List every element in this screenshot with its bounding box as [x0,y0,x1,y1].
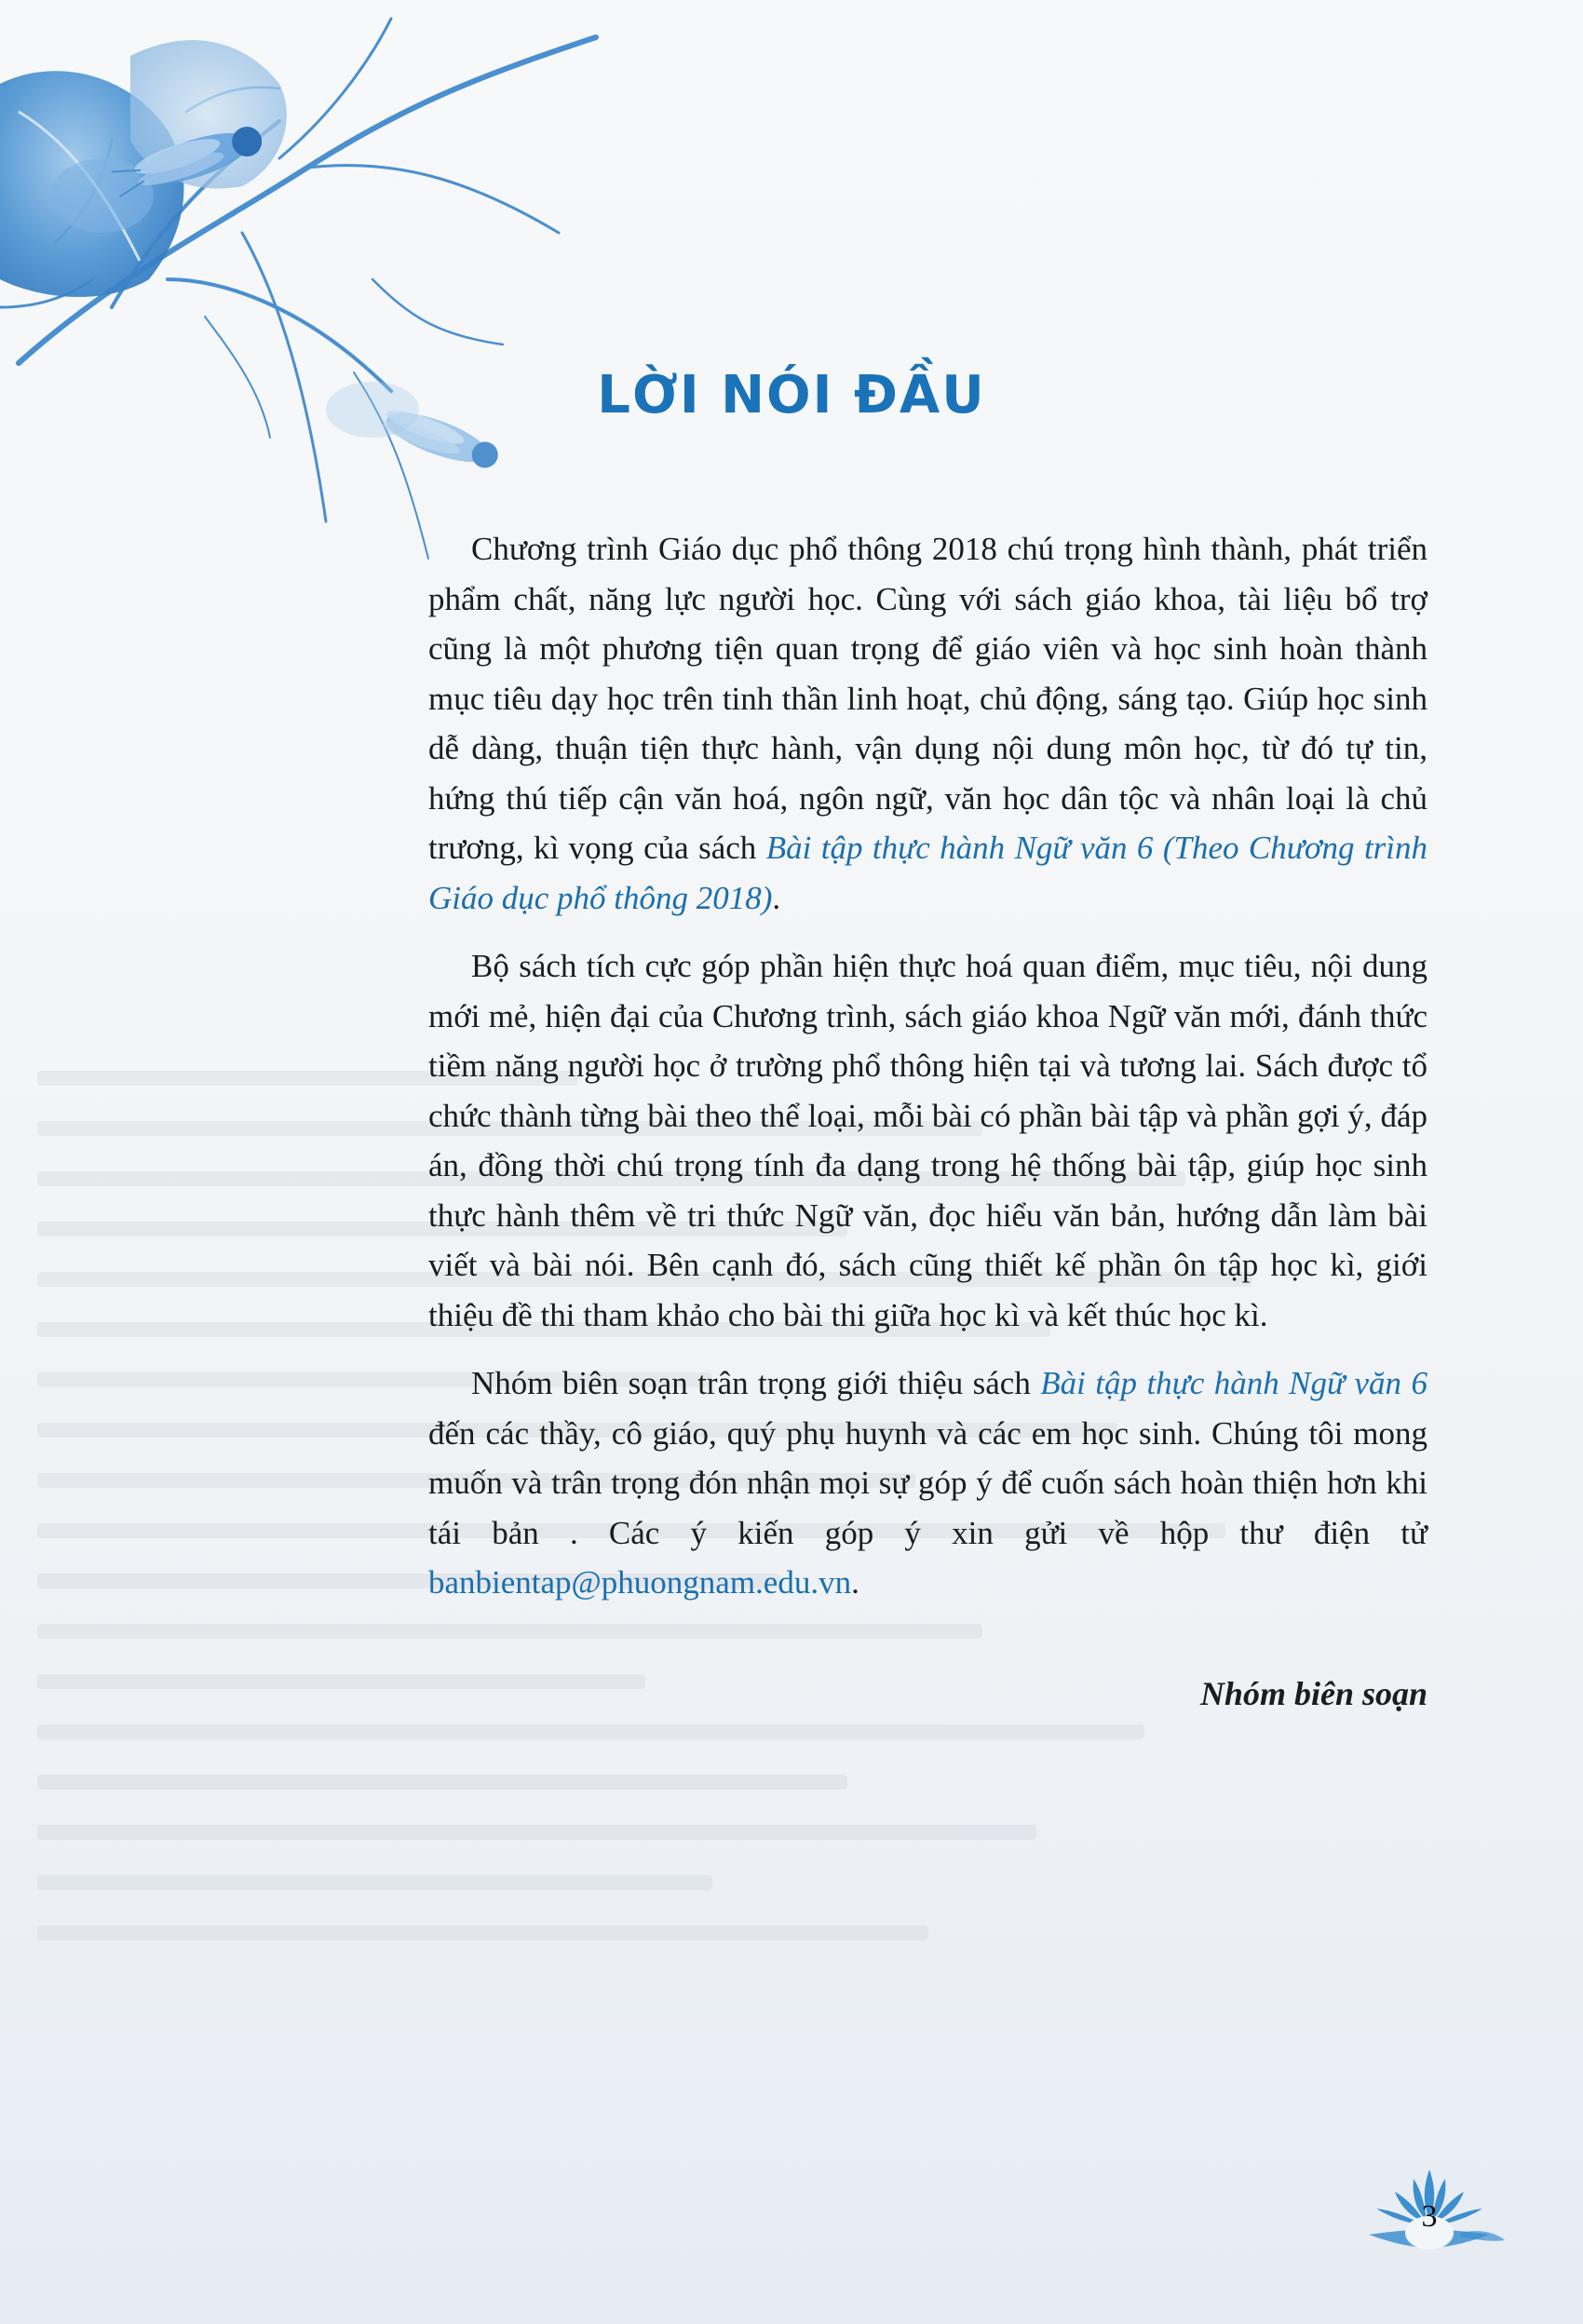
page-number-badge [1367,2151,1507,2253]
page-title: LỜI NÓI ĐẦU [597,365,986,426]
preface-body [428,524,1427,1627]
page-number: 3 [1421,2199,1438,2234]
paragraph-3-intro: Nhóm biên soạn trân trọng giới thiệu sách [471,1365,1041,1401]
book-title-short: Bài tập thực hành Ngữ văn 6 [1040,1365,1427,1401]
paragraph-1-text: Chương trình Giáo dục phổ thông 2018 chú trọng hình thành, phát triển phẩm chất, năng lực người học. Cùng với sách giáo khoa, tài liệu bổ trợ cũng là một phương tiện quan trọng để giáo viên và học sinh hoàn thành mục tiêu dạy học trên tinh thần linh hoạt, chủ động, sáng tạo. Giúp học sinh dễ dàng, thuận tiện thực hành, vận dụng nội dung môn học, từ đó tự tin, hứng thú tiếp cận văn hoá, ngôn ngữ, văn học dân tộc và nhân loại là chủ trương, kì vọng của sách [428,531,1427,866]
paragraph-2: Bộ sách tích cực góp phần hiện thực hoá quan điểm, mục tiêu, nội dung mới mẻ, hiện đại của Chương trình, sách giáo khoa Ngữ văn mới, đánh thức tiềm năng người học ở trường phổ thông hiện tại và tương lai. Sách được tổ chức thành từng bài theo thể loại, mỗi bài có phần bài tập và phần gợi ý, đáp án, đồng thời chú trọng tính đa dạng trong hệ thống bài tập, giúp học sinh thực hành thêm về tri thức Ngữ văn, đọc hiểu văn bản, hướng dẫn làm bài viết và bài nói. Bên cạnh đó, sách cũng thiết kế phần ôn tập học kì, giới thiệu đề thi tham khảo cho bài thi giữa học kì và kết thúc học kì. [428,948,1427,1333]
book-title-full: Bài tập thực hành Ngữ văn 6 (Theo Chương trình Giáo dục phổ thông 2018) [428,830,1428,916]
signature: Nhóm biên soạn [1199,1675,1427,1712]
paragraph-3-end: . [851,1564,859,1601]
paragraph-3 [428,1358,1427,1608]
cicada-branch-illustration [0,0,652,577]
paragraph-1 [428,524,1427,923]
paragraph-3-text: đến các thầy, cô giáo, quý phụ huynh và các em học sinh. Chúng tôi mong muốn và trân trọng đón nhận mọi sự góp ý để cuốn sách hoàn thiện hơn khi tái bản . Các ý kiến góp ý xin gửi về hộp thư điện tử [428,1414,1427,1551]
paragraph-1-end: . [772,879,781,916]
email-link[interactable]: banbientap@phuongnam.edu.vn [428,1564,852,1601]
